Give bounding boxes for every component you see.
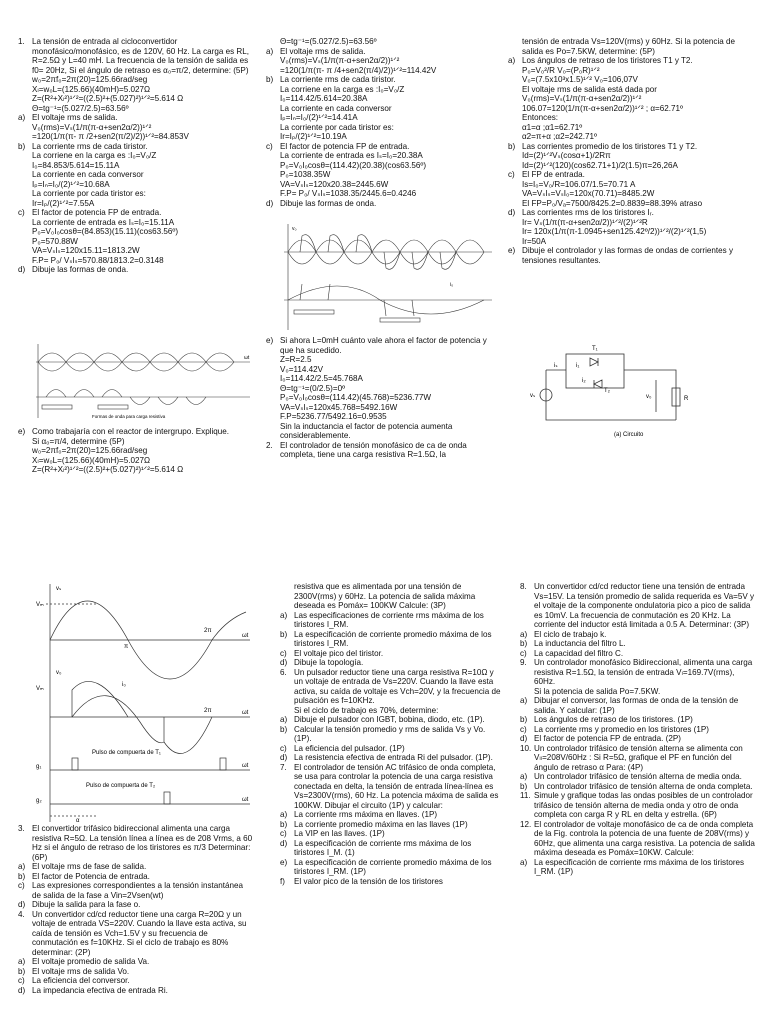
column-3-lower bbox=[520, 582, 756, 1022]
column-2-bottom bbox=[266, 336, 496, 486]
text-line: Iₚ=Iₙ=I₀/(2)¹ᐟ²=10.68A bbox=[32, 179, 110, 189]
item-text: El voltaje promedio de salida Va. bbox=[32, 957, 150, 966]
sub-question bbox=[18, 862, 254, 872]
item-marker: a) bbox=[18, 862, 26, 871]
text-line: α2=π+α ;α2=242.71º bbox=[522, 132, 598, 141]
column-3-top bbox=[508, 37, 750, 337]
text-line: V₀=114.42V bbox=[280, 364, 324, 374]
item-marker: e) bbox=[18, 427, 26, 436]
sub-question bbox=[18, 881, 254, 900]
t1-label: T₁ bbox=[592, 346, 598, 352]
item-marker: c) bbox=[18, 208, 25, 217]
item-text: Un convertidor cd/cd reductor tiene una carga R=20Ω y un voltaje de entrada VS=220V. Cuando la llave esta activa, su caída de tensión es Vch=1.5V y su frecuencia de conmutación es f=10KHz. Si el ciclo de trabajo es 80% determinar: (2P) bbox=[32, 909, 247, 957]
item-text: Dibuje la salida para la fase o. bbox=[32, 900, 141, 909]
sub-question bbox=[280, 658, 502, 668]
text-line: Xₗ=w₀L=(125.66)(40mH)=5.027Ω bbox=[32, 84, 151, 94]
item-marker: 6. bbox=[280, 667, 287, 677]
vm-label-2: Vₘ bbox=[36, 686, 44, 692]
sub-question bbox=[508, 246, 750, 265]
item-marker: 8. bbox=[520, 582, 527, 591]
text-line: I₀=84.853/5.614=15.11A bbox=[32, 160, 120, 170]
sub-question bbox=[520, 858, 756, 877]
g2-label: g₂ bbox=[36, 798, 42, 804]
text-line: w₀=2πf₀=2π(20)=125.66rad/seg bbox=[32, 75, 148, 84]
item-marker: d) bbox=[266, 198, 274, 208]
item-marker: c) bbox=[18, 881, 25, 890]
sub-question bbox=[266, 47, 496, 57]
item-marker: a) bbox=[520, 857, 528, 867]
item-marker: b) bbox=[280, 629, 288, 639]
item-marker: 2. bbox=[266, 440, 273, 450]
sub-question bbox=[266, 75, 496, 85]
item-marker: 11. bbox=[520, 791, 531, 800]
text-line: Si la potencia de salida Po=7.5KW. bbox=[534, 686, 661, 696]
item-marker: b) bbox=[280, 819, 288, 829]
text-line: V₀(rms)=Vₛ(1/π(π-α+sen2α/2))¹ᐟ² bbox=[280, 56, 400, 65]
sub-question bbox=[266, 199, 496, 209]
text-line: Ir= 120x(1/π(π-1.0945+sen125.42º/2))¹ᐟ²/(2)¹ᐟ²(1,5) bbox=[522, 227, 707, 236]
sub-question bbox=[18, 967, 254, 977]
item-text: El voltaje rms de salida. bbox=[280, 46, 366, 56]
item-text: Las especificaciones de corriente rms máxima de los tiristores I_RM. bbox=[294, 610, 484, 629]
text-line: La corriente en cada conversor bbox=[32, 170, 144, 179]
sub-question bbox=[18, 113, 252, 123]
text-line: VA=VₛIₛ=VₛI₀=120x(70.71)=8485.2W bbox=[522, 189, 655, 198]
text-line: I₀=114.42/2.5=45.768A bbox=[280, 374, 363, 383]
item-marker: 10. bbox=[520, 743, 532, 753]
item-text: La resistencia efectiva de entrada Ri del pulsador. (1P). bbox=[294, 753, 493, 762]
item-text: El factor de potencia FP de entrada. bbox=[280, 141, 410, 151]
sub-question bbox=[18, 986, 254, 996]
question-item bbox=[520, 658, 756, 687]
item-text: Un convertidor cd/cd reductor tiene una tensión de entrada Vs=15V. La tensión promedio de salida requerida es Va=5V y el voltaje de la componente ondulatoria pico a pico de salida es 10mV. La frecuencia de conmutación es 20 KHz. La corriente del inductor está limitada a 0.5 A. Determinar: (3P) bbox=[534, 582, 755, 629]
text-line: Id=(2)¹ᐟ²Vₛ(cosα+1)/2Rπ bbox=[522, 151, 611, 160]
item-text: La especificación de corriente promedio máxima de los tiristores I_RM. (1P) bbox=[294, 857, 492, 876]
item-marker: b) bbox=[280, 724, 288, 734]
column-2-lower bbox=[280, 582, 502, 1022]
item-text: Dibuje la topología. bbox=[294, 658, 364, 667]
sub-question bbox=[508, 142, 750, 152]
item-marker: d) bbox=[18, 900, 26, 909]
waveform-figure-1 bbox=[32, 342, 254, 420]
item-marker: a) bbox=[18, 113, 26, 122]
g1-label: g₁ bbox=[36, 764, 42, 770]
item-marker: a) bbox=[280, 715, 288, 724]
item-text: El FP de entrada. bbox=[522, 170, 585, 179]
item-marker: b) bbox=[266, 75, 274, 84]
wt-label-4: ωt bbox=[242, 797, 249, 803]
text-line: V₀(rms)=Vₛ(1/π(π-α+sen2α/2))¹ᐟ² bbox=[522, 94, 642, 103]
item-marker: a) bbox=[280, 810, 288, 819]
question-item bbox=[520, 744, 756, 773]
text-line: Entonces: bbox=[522, 113, 558, 122]
item-marker: c) bbox=[508, 170, 515, 179]
question-item bbox=[280, 763, 502, 811]
item-text: Dibuje las formas de onda. bbox=[32, 265, 129, 274]
item-text: El factor de potencia FP de entrada. bbox=[32, 208, 162, 217]
text-line: w₀=2πf₀=2π(20)=125.66rad/seg bbox=[32, 446, 148, 455]
sub-question bbox=[18, 957, 254, 967]
item-marker: 9. bbox=[520, 658, 527, 667]
text-line: tensión de entrada Vs=120V(rms) y 60Hz. Si la potencia de salida es Po=7.5KW, determine: (5P) bbox=[522, 37, 736, 56]
text-line: Si el ciclo de trabajo es 70%, determine: bbox=[294, 705, 439, 715]
i2-label: i₂ bbox=[582, 378, 586, 384]
text-line: P₀=V₀I₀cosθ=(114.42)(45.768)=5236.77W bbox=[280, 393, 431, 402]
item-marker: d) bbox=[520, 734, 528, 743]
item-text: El valor pico de la tensión de los tiristores bbox=[294, 876, 443, 886]
sub-question bbox=[18, 208, 252, 218]
item-marker: b) bbox=[18, 966, 26, 976]
item-marker: e) bbox=[280, 857, 288, 867]
question-item bbox=[18, 37, 252, 75]
text-line: V₀=(7.5x10³x1.5)¹ᐟ² V₀=106,07V bbox=[522, 75, 638, 84]
sub-question bbox=[520, 715, 756, 725]
text-line: Xₗ=w₀L=(125.66)(40mH)=5.027Ω bbox=[32, 455, 151, 465]
item-marker: 3. bbox=[18, 824, 25, 833]
sub-question bbox=[520, 725, 756, 735]
item-marker: c) bbox=[520, 724, 527, 734]
sub-question bbox=[280, 611, 502, 630]
question-item bbox=[18, 824, 254, 862]
item-marker: e) bbox=[266, 336, 274, 345]
sub-question bbox=[520, 696, 756, 715]
item-marker: d) bbox=[280, 753, 288, 762]
text-line: La corriente de entrada es Iₛ=I₀=20.38A bbox=[280, 151, 423, 160]
item-text: El ciclo de trabajo k. bbox=[534, 629, 607, 639]
sub-question bbox=[280, 725, 502, 744]
sub-question bbox=[18, 142, 252, 152]
text-line: Θ=tg⁻¹=(5.027/2.5)=63.56º bbox=[32, 103, 129, 113]
item-marker: d) bbox=[508, 208, 516, 217]
item-text: Los ángulos de retraso de los tiristores T1 y T2. bbox=[522, 56, 693, 65]
vm-label: Vₘ bbox=[36, 602, 44, 608]
item-text: Un controlador trifásico de tensión alterna de media onda. bbox=[534, 772, 742, 781]
circuit-caption: (a) Circuito bbox=[614, 432, 644, 438]
item-text: La impedancia efectiva de entrada Ri. bbox=[32, 985, 168, 995]
item-text: Dibuje el pulsador con IGBT, bobina, diodo, etc. (1P). bbox=[294, 715, 485, 724]
item-text: Un controlador monofásico Bidireccional, alimenta una carga resistiva R=1.5Ω, la tensión de entrada Vₗ=169.7V(rms), 60Hz. bbox=[534, 658, 753, 686]
item-text: Las expresiones correspondientes a la tensión instantánea de salida de la fase a Vin=2Vsen(wt) bbox=[32, 881, 244, 900]
item-marker: b) bbox=[18, 141, 26, 151]
text-line: La corriene en la carga es :I₀=V₀/Z bbox=[280, 84, 405, 94]
text-line: P₀=V₀I₀cosθ=(84.853)(15.11)(cos63.56º) bbox=[32, 227, 179, 236]
item-text: Calcular la tensión promedio y rms de salida Vs y Vo. (1P). bbox=[294, 724, 486, 743]
item-text: La capacidad del filtro C. bbox=[534, 648, 624, 658]
item-marker: 12. bbox=[520, 819, 532, 829]
text-line: Ir=Iₚ/(2)¹ᐟ²=7.55A bbox=[32, 198, 95, 208]
item-marker: 4. bbox=[18, 909, 25, 919]
t2-label: T₂ bbox=[604, 388, 610, 394]
item-text: El voltaje rms de salida Vo. bbox=[32, 966, 130, 976]
item-text: Un controlador trifásico de tensión alterna de onda completa. bbox=[534, 781, 753, 791]
item-text: El controlador de tensión AC trifásico de onda completa, se usa para controlar la potencia de una carga resistiva conectada en delta, la tensión de entrada línea-línea es Vs=2300V(rms), 60 Hz. La potencia máxima de salida es 100KW. Dibujar el circuito (1P) y calcular: bbox=[294, 762, 499, 810]
item-marker: c) bbox=[18, 976, 25, 985]
item-text: Un controlador trifásico de tensión alterna se alimenta con Vₗₗ=208V/60Hz : Si R=5Ω, grafique el PF en función del ángulo de retraso α Para: (4P) bbox=[534, 743, 743, 772]
item-text: La corriente promedio máxima en las llaves (1P) bbox=[294, 819, 468, 829]
alpha-label: α bbox=[76, 818, 80, 824]
text-line: Si α₀=π/4, determine (5P) bbox=[32, 436, 125, 446]
item-marker: a) bbox=[520, 629, 528, 639]
item-text: El voltaje rms de salida. bbox=[32, 113, 118, 122]
r-label: R bbox=[684, 396, 689, 402]
column-2-top bbox=[266, 37, 496, 237]
sub-question bbox=[280, 858, 502, 877]
sub-question bbox=[280, 630, 502, 649]
item-text: El voltaje pico del tiristor. bbox=[294, 648, 384, 658]
pulse-t1-label: Pulso de compuerta de T₁ bbox=[92, 750, 161, 756]
sub-question bbox=[280, 715, 502, 725]
text-line: El FP=P₀/Vₐ=7500/8425.2=0.8839=88.39% atraso bbox=[522, 198, 703, 208]
text-line: 106.07=120(1/π(π-α+sen2α/2))¹ᐟ² ; α=62.71º bbox=[522, 103, 683, 113]
item-text: El controlador de tensión monofásico de ca de onda completa, tiene una carga resistiva R=1.5Ω, la bbox=[280, 440, 467, 459]
item-marker: a) bbox=[508, 56, 516, 65]
text-line: Ir=Iₚ/(2)¹ᐟ²=10.19A bbox=[280, 132, 347, 141]
item-text: La eficiencia del conversor. bbox=[32, 976, 130, 985]
text-line: Θ=tg⁻¹=(0/2.5)=0º bbox=[280, 383, 346, 393]
item-marker: b) bbox=[520, 715, 528, 724]
waveform-figure-2 bbox=[280, 222, 495, 332]
sub-question bbox=[18, 976, 254, 986]
vo-label: v₀ bbox=[292, 226, 297, 232]
sub-question bbox=[18, 427, 252, 437]
item-text: Las corrientes promedio de los tiristores T1 y T2. bbox=[522, 141, 698, 151]
item-text: La eficiencia del pulsador. (1P) bbox=[294, 743, 405, 753]
vs-axis-label: vₛ bbox=[56, 586, 62, 592]
text-line: Iₚ=Iₙ=I₀/(2)¹ᐟ²=14.41A bbox=[280, 113, 358, 122]
item-text: La corriente rms máxima en llaves. (1P) bbox=[294, 810, 438, 819]
item-marker: f) bbox=[280, 876, 285, 886]
text-line: F.P=5236.77/5492.16=0.9535 bbox=[280, 412, 387, 421]
item-marker: a) bbox=[266, 46, 274, 56]
question-item bbox=[266, 441, 496, 460]
item-marker: d) bbox=[280, 658, 288, 667]
item-marker: d) bbox=[18, 985, 26, 995]
vo-axis-label: v₀ bbox=[56, 670, 62, 676]
vs-label: vₛ bbox=[530, 393, 536, 399]
i1-label: i₁ bbox=[576, 363, 580, 369]
column-1-lower bbox=[18, 824, 254, 1022]
text-line: VA=VₛIₛ=120x15.11=1813.2W bbox=[32, 246, 140, 255]
io-axis-label: i₀ bbox=[122, 682, 126, 688]
sub-question bbox=[508, 208, 750, 218]
sub-question bbox=[18, 872, 254, 882]
item-text: El factor de Potencia de entrada. bbox=[32, 871, 150, 881]
item-marker: c) bbox=[266, 141, 273, 151]
item-text: La especificación de corriente promedio máxima de los tiristores I_RM. bbox=[294, 629, 492, 648]
sub-question bbox=[18, 900, 254, 910]
sub-question bbox=[520, 649, 756, 659]
two-pi-label: 2π bbox=[204, 628, 212, 634]
item-text: La VIP en las llaves. (1P) bbox=[294, 829, 385, 838]
item-text: Si ahora L=0mH cuánto vale ahora el factor de potencia y que ha sucedido. bbox=[280, 336, 487, 355]
text-line: La corriente de entrada es Iₛ=I₀=15.11A bbox=[32, 217, 175, 227]
item-marker: d) bbox=[280, 838, 288, 848]
sub-question bbox=[280, 744, 502, 754]
sub-question bbox=[520, 630, 756, 640]
gate-pulse-waveform-figure bbox=[36, 582, 254, 824]
io-label: i₀ bbox=[450, 282, 454, 288]
sub-question bbox=[280, 649, 502, 659]
sub-question bbox=[280, 839, 502, 858]
text-line: Sin la inductancia el factor de potencia aumenta considerablemente. bbox=[280, 421, 453, 440]
text-line: La corriente por cada tiristor es: bbox=[32, 189, 146, 198]
item-text: La corriente rms de cada tiristor. bbox=[32, 141, 148, 151]
sub-question bbox=[280, 810, 502, 820]
item-marker: c) bbox=[280, 648, 287, 658]
text-line: P₀=1038.35W bbox=[280, 170, 331, 179]
item-marker: 1. bbox=[18, 37, 25, 46]
figure-caption: Formas de onda para carga resistiva bbox=[92, 414, 166, 419]
item-text: La especificación de corriente rms máxima de los tiristores I_M. (1) bbox=[294, 838, 472, 857]
text-line: La corriente en cada conversor bbox=[280, 103, 392, 113]
item-marker: b) bbox=[520, 639, 528, 648]
text-line: Z=(R²+Xₗ²)¹ᐟ²=((2.5)²+(5.027)²)¹ᐟ²=5.614 Ω bbox=[32, 465, 184, 474]
item-marker: c) bbox=[280, 743, 287, 753]
item-text: La corriente rms de cada tiristor. bbox=[280, 75, 396, 84]
item-marker: b) bbox=[508, 141, 516, 151]
wt-label-3: ωt bbox=[242, 763, 249, 769]
pulse-t2-label: Pulso de compuerta de T₂ bbox=[86, 783, 156, 789]
item-text: El convertidor trifásico bidireccional alimenta una carga resistiva R=5Ω. La tensión línea a línea es de 208 Vrms, a 60 Hz si el ángulo de retraso de los tiristores es π/3 Determinar: (6P) bbox=[32, 824, 253, 862]
sub-question bbox=[280, 877, 502, 887]
text-line: P₀=570.88W bbox=[32, 236, 78, 246]
item-text: Simule y grafique todas las ondas posibles de un controlador trifásico de tensión alterna de media onda y otro de onda completa con carga R y RL en delta y estrella. (6P) bbox=[534, 791, 753, 819]
text-line: La corriente por cada tiristor es: bbox=[280, 122, 394, 132]
text-line: Is=I₀=V₀/R=106.07/1.5=70.71 A bbox=[522, 179, 636, 189]
sub-question bbox=[508, 56, 750, 66]
item-text: La inductancia del filtro L. bbox=[534, 639, 626, 648]
question-item bbox=[18, 910, 254, 958]
question-item bbox=[520, 820, 756, 858]
question-item bbox=[280, 668, 502, 706]
text-line: F.P= P₀/ VₛIₛ=1038.35/2445.6=0.4246 bbox=[280, 189, 417, 198]
text-line: Θ=tg⁻¹=(5.027/2.5)=63.56º bbox=[280, 37, 377, 46]
column-1-top bbox=[18, 37, 252, 353]
text-line: =120(1/π(π- π /2+sen2(π/2)/2))¹ᐟ²=84.853V bbox=[32, 132, 189, 141]
sub-question bbox=[520, 639, 756, 649]
item-text: La corriente rms y promedio en los tiristores (1P) bbox=[534, 724, 709, 734]
question-item bbox=[520, 791, 756, 820]
sub-question bbox=[266, 336, 496, 355]
sub-question bbox=[520, 772, 756, 782]
item-marker: c) bbox=[280, 829, 287, 838]
text-line: El voltaje rms de salida está dada por bbox=[522, 84, 657, 94]
two-pi-label-2: 2π bbox=[204, 708, 212, 714]
text-line: V₀(rms)=Vₛ(1/π(π-α+sen2α/2))¹ᐟ² bbox=[32, 122, 152, 132]
item-text: El controlador de voltaje monofásico de ca de onda completa de la Fig. controla la potencia de una fuente de 208V(rms) y 60Hz, que alimenta una carga resistiva. La potencia de salida máxima deseada es Pomáx=10KW. Calcule: bbox=[534, 819, 755, 857]
text-line: Ir= Vₛ(1/π(π-α+sen2α/2))¹ᐟ²/(2)¹ᐟ²R bbox=[522, 217, 648, 227]
item-text: Las corrientes rms de los tiristores Iᵣ. bbox=[522, 208, 654, 217]
item-text: Dibuje el controlador y las formas de ondas de corrientes y tensiones resultantes. bbox=[522, 246, 733, 265]
wt-label-1: ωt bbox=[242, 633, 249, 639]
text-line: F.P= P₀/ VₛIₛ=570.88/1813.2=0.3148 bbox=[32, 255, 164, 265]
wt-label-2: ωt bbox=[242, 710, 249, 716]
item-text: Dibuje las formas de onda. bbox=[280, 198, 377, 208]
sub-question bbox=[520, 734, 756, 744]
item-text: Dibujar el conversor, las formas de onda de la tensión de salida. Y calcular: (1P) bbox=[534, 696, 739, 715]
text-line: Z=R=2.5 bbox=[280, 355, 312, 364]
text-line: resistiva que es alimentada por una tensión de 2300V(rms) y 60Hz. La potencia de salida máxima deseada es Pomáx= 100KW Calcule: (3P) bbox=[294, 582, 476, 610]
text-line: VA=VₛIₛ=120x20.38=2445.6W bbox=[280, 179, 389, 189]
item-text: La especificación de corriente rms máxima de los tiristores I_RM. (1P) bbox=[534, 857, 745, 876]
item-marker: a) bbox=[520, 772, 528, 781]
item-text: El voltaje rms de fase de salida. bbox=[32, 862, 147, 871]
sub-question bbox=[280, 753, 502, 763]
item-marker: b) bbox=[520, 781, 528, 791]
item-text: El factor de potencia FP de entrada. (2P) bbox=[534, 734, 681, 743]
sub-question bbox=[280, 820, 502, 830]
circuit-figure bbox=[526, 340, 716, 440]
sub-question bbox=[266, 142, 496, 152]
item-marker: a) bbox=[18, 957, 26, 966]
item-marker: d) bbox=[18, 265, 26, 274]
text-line: Id=(2)¹ᐟ²(120)(cos62.71+1)/2(1.5)π=26,26A bbox=[522, 160, 678, 170]
vo-label: v₀ bbox=[646, 394, 652, 400]
sub-question bbox=[508, 170, 750, 180]
sub-question bbox=[520, 782, 756, 792]
is-label: iₛ bbox=[554, 363, 558, 369]
item-marker: e) bbox=[508, 246, 516, 255]
wt-label: ωt bbox=[244, 355, 250, 361]
item-marker: a) bbox=[520, 696, 528, 705]
item-marker: 7. bbox=[280, 762, 287, 772]
item-marker: c) bbox=[520, 648, 527, 658]
pi-label: π bbox=[124, 644, 129, 650]
text-line: P₀=V₀I₀cosθ=(114.42)(20.38)(cos63.56º) bbox=[280, 160, 427, 170]
text-line: Z=(R²+Xₗ²)¹ᐟ²=((2.5)²+(5.027)²)¹ᐟ²=5.614 Ω bbox=[32, 94, 184, 103]
text-line: =120(1/π(π- π /4+sen2(π/4)/2))¹ᐟ²=114.42V bbox=[280, 65, 437, 75]
question-item bbox=[520, 582, 756, 630]
text-line: VA=VₛIₛ=120x45.768=5492.16W bbox=[280, 402, 398, 412]
text-line: I₀=114.42/5.614=20.38A bbox=[280, 94, 368, 103]
text-line: P₀=V₀²/R V₀=(P₀R)¹ᐟ² bbox=[522, 65, 600, 75]
sub-question bbox=[280, 829, 502, 839]
item-text: Un pulsador reductor tiene una carga resistiva R=10Ω y un voltaje de entrada de Vs=220V. Cuando la llave esta activa, su caída de voltaje es Vch=20V, y la frecuencia de pulsación es f=10KHz. bbox=[294, 667, 501, 705]
text-line: La corriene en la carga es :I₀=V₀/Z bbox=[32, 151, 157, 160]
text-line: α1=α ;α1=62.71º bbox=[522, 122, 583, 132]
column-1-bottom bbox=[18, 427, 252, 497]
item-text: Como trabajaría con el reactor de intergrupo. Explique. bbox=[32, 427, 230, 436]
text-line: Ir=50A bbox=[522, 236, 547, 246]
item-marker: b) bbox=[18, 871, 26, 881]
item-marker: a) bbox=[280, 610, 288, 620]
item-text: Los ángulos de retraso de los tiristores. (1P) bbox=[534, 715, 693, 724]
sub-question bbox=[18, 265, 252, 275]
item-text: La tensión de entrada al cicloconvertidor monofásico/monofásico, es de 120V, 60 Hz. La carga es RL, R=2.5Ω y L=40 mH. La frecuencia de la tensión de salida es f0= 20Hz, Si el ángulo de retraso es α₀=π/2, determine: (5P) bbox=[32, 37, 250, 75]
